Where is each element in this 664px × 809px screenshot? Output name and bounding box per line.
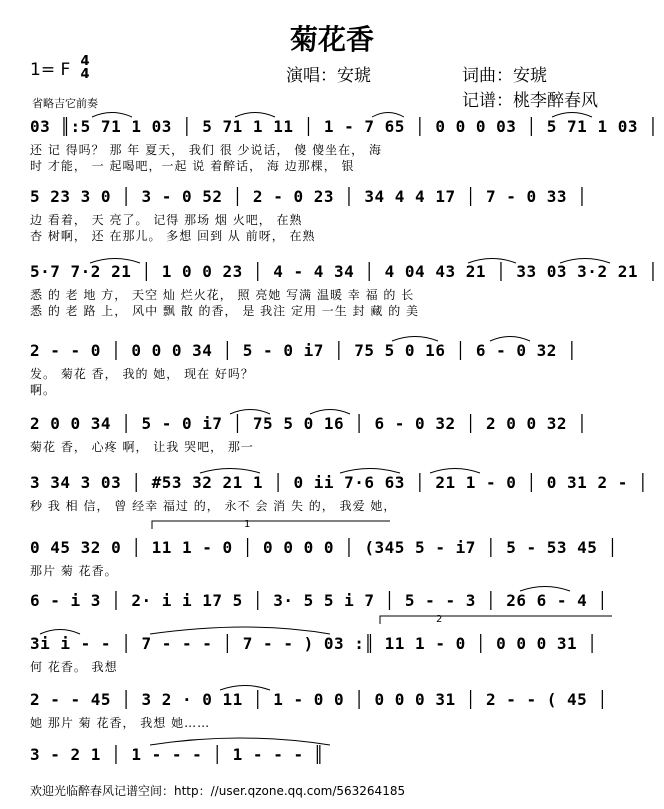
composer-credit: 词曲：安琥 [462,66,547,86]
intro-note: 省略吉它前奏 [32,97,98,110]
lyric-verse-2: 杏 树啊， 还 在那儿。 多想 回到 从 前呀， 在熟 [30,229,316,243]
slur-mark [150,627,330,634]
slur-mark [552,113,592,118]
volta-marker-1: 1 [244,519,251,530]
slur-mark [468,259,516,264]
lyric-verse-1: 悉 的 老 地 方， 天空 灿 烂火花， 照 亮她 写满 温暖 幸 福 的 长 [30,288,415,302]
notes-line: 3i i - - │ 7 - - - │ 7 - - ) 03 :║ 11 1 - 0 │ 0 0 0 31 │ [30,634,598,653]
notes-line: 5 23 3 0 │ 3 - 0 52 │ 2 - 0 23 │ 34 4 4 17 │ 7 - 0 33 │ [30,187,588,206]
slur-mark [430,469,480,474]
lyric-verse-2: 时 才能， 一 起喝吧，一起 说 着醉话， 海 边那棵， 银 [30,159,355,173]
notes-line: 0 45 32 0 │ 11 1 - 0 │ 0 0 0 0 │ (345 5 - i7 │ 5 - 53 45 │ [30,538,618,557]
lyric-verse-1: 何 花香。 我想 [30,660,118,674]
notator-credit: 记谱：桃李醉春风 [462,91,598,111]
key-signature: 1= F [30,60,71,80]
lyric-verse-1: 边 看着， 天 亮了。 记得 那场 烟 火吧， 在熟 [30,213,303,227]
notes-line: 03 ║:5 71 1 03 │ 5 71 1 11 │ 1 - 7 65 │ 0 0 0 03 │ 5 71 1 03 │ [30,117,659,136]
notes-line: 5·7 7·2 21 │ 1 0 0 23 │ 4 - 4 34 │ 4 04 43 21 │ 33 03 3·2 21 │ [30,262,659,281]
slur-mark [520,587,570,592]
lyric-verse-1: 她 那片 菊 花香， 我想 她…… [30,716,211,730]
slur-mark [150,738,330,745]
lyric-verse-1: 菊花 香， 心疼 啊， 让我 哭吧， 那一 [30,440,254,454]
slur-mark [340,469,400,474]
notes-line: 2 - - 45 │ 3 2 · 0 11 │ 1 - 0 0 │ 0 0 0 31 │ 2 - - ( 45 │ [30,690,608,709]
slur-mark [92,113,132,118]
slur-mark [220,686,270,691]
lyric-verse-1: 秒 我 相 信， 曾 经幸 福过 的， 永不 会 消 失 的， 我爱 她， [30,499,397,513]
lyric-verse-1: 还 记 得吗？ 那 年 夏天， 我们 很 少说话， 傻 傻坐在， 海 [30,143,382,157]
slur-mark [372,113,404,118]
lyric-verse-1: 那片 菊 花香。 [30,564,118,578]
slur-mark [490,337,530,342]
volta-bracket-1 [152,521,390,529]
time-signature-bottom: 4 [80,67,90,82]
notes-line: 2 - - 0 │ 0 0 0 34 │ 5 - 0 i7 │ 75 5 0 16 │ 6 - 0 32 │ [30,341,578,360]
slur-mark [40,630,80,635]
notes-line: 3 34 3 03 │ #53 32 21 1 │ 0 ii 7·6 63 │ 21 1 - 0 │ 0 31 2 - │ [30,473,649,492]
lyric-verse-2: 啊。 [30,383,57,397]
slur-mark [235,113,275,118]
notes-line: 2 0 0 34 │ 5 - 0 i7 │ 75 5 0 16 │ 6 - 0 32 │ 2 0 0 32 │ [30,414,588,433]
slur-mark [560,259,610,264]
volta-bracket-2 [380,616,612,624]
notes-line: 6 - i 3 │ 2· i i 17 5 │ 3· 5 5 i 7 │ 5 - - 3 │ 26 6 - 4 │ [30,591,608,610]
footer-link-text: 欢迎光临醉春风记谱空间：http：//user.qzone.qq.com/563264185 [30,784,406,798]
notes-line: 3 - 2 1 │ 1 - - - │ 1 - - - ║ [30,745,324,764]
lyric-verse-1: 发。 菊花 香， 我的 她， 现在 好吗？ [30,367,254,381]
slur-mark [90,259,140,264]
time-signature-top: 4 [80,54,90,69]
page-title: 菊花香 [289,23,374,56]
slur-mark [310,410,350,415]
lyric-verse-2: 悉 的 老 路 上， 风中 飘 散 的香， 是 我注 定用 一生 封 藏 的 美 [30,304,420,318]
slur-mark [392,337,438,342]
singer-credit: 演唱：安琥 [286,66,371,86]
volta-marker-2: 2 [436,614,443,625]
slur-mark [200,469,260,474]
slur-mark [230,410,270,415]
